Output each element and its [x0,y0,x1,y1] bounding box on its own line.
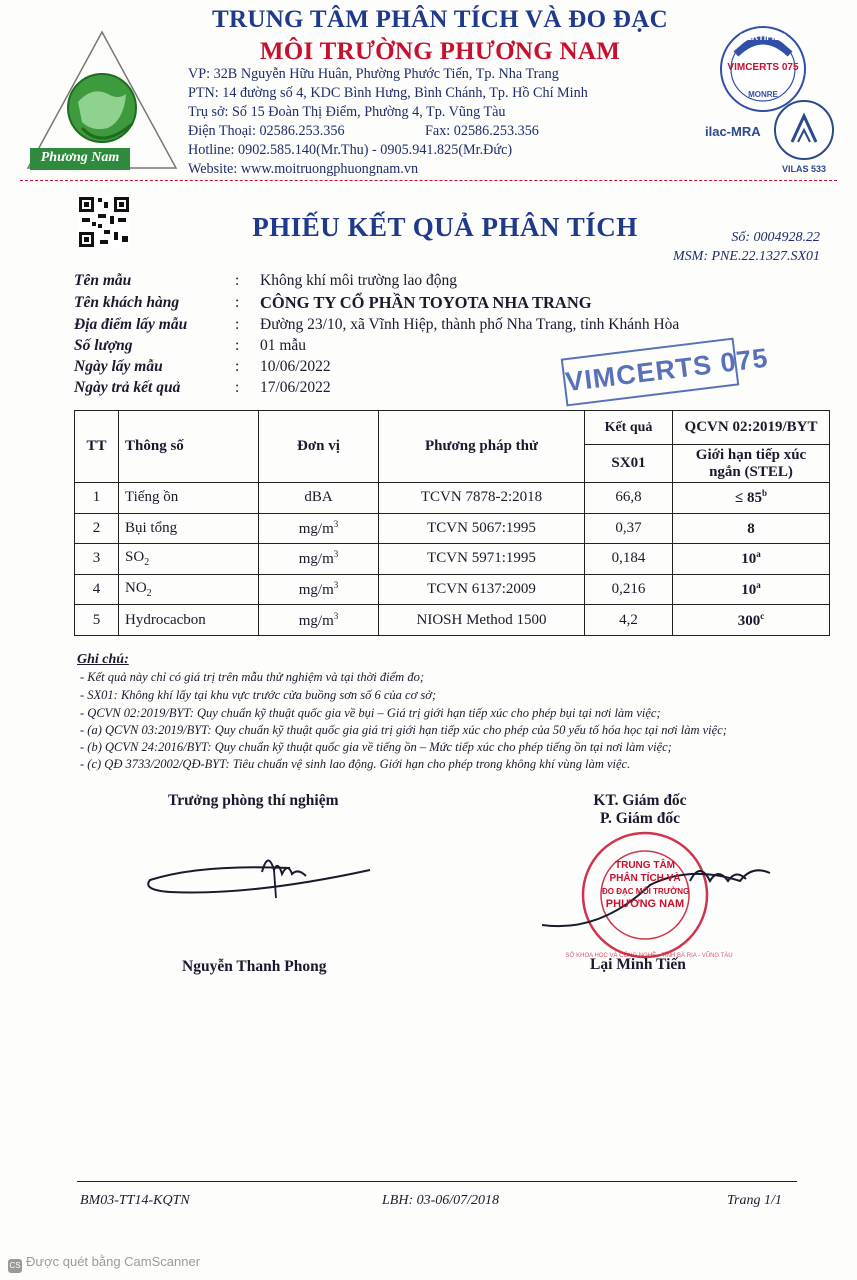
info-colon: : [235,358,240,375]
cell-method: NIOSH Method 1500 [379,605,585,636]
camscanner-watermark [8,1254,200,1273]
info-key-location: Địa điểm lấy mẫu [74,316,188,333]
director-seal-and-signature [540,825,780,965]
cell-parameter: Bụi tổng [119,513,259,544]
cell-tt: 3 [75,544,119,575]
seal-line: PHÂN TÍCH VÀ [609,873,681,884]
vimcerts-stamp [553,328,771,412]
header-standard: QCVN 02:2019/BYT [673,411,830,445]
cell-parameter [119,574,259,605]
company-logo [22,28,182,178]
results-table [74,410,830,636]
note-item: - (b) QCVN 24:2016/BYT: Quy chuẩn kỹ thuật quốc gia về tiếng ồn – Mức tiếp xúc cho phép tiếng ồn tại nơi làm việc; [80,740,672,754]
info-value-result-date: 17/06/2022 [260,379,331,396]
unit-exponent: 3 [333,580,339,591]
logo-text: Phương Nam [40,150,120,165]
header-unit: Đơn vị [259,411,379,483]
seal-line: PHƯƠNG NAM [605,898,685,910]
unit-text: mg/m [298,551,334,568]
cell-unit [259,605,379,636]
info-value-customer: CÔNG TY CỔ PHẦN TOYOTA NHA TRANG [260,293,592,312]
header-sample-sx01: SX01 [585,445,673,483]
limit-ref: a [756,580,761,591]
unit-text: mg/m [298,612,334,629]
vilas-badge [772,98,836,178]
header-divider [20,180,837,181]
header-tt: TT [75,411,119,483]
param-subscript: 2 [146,588,152,600]
cell-result: 66,8 [585,483,673,514]
info-colon: : [235,272,240,289]
cert-monre-label: MONRE [748,90,778,99]
limit-value: 300 [737,612,761,629]
limit-value: ≤ 85 [735,490,762,507]
vilas-label: VILAS 533 [781,164,827,174]
cell-limit [673,574,830,605]
note-item: - (a) QCVN 03:2019/BYT: Quy chuẩn kỹ thuật quốc gia giá trị giới hạn tiếp xúc cho phép của 50 yếu tố hóa học tại nơi làm việc; [80,723,727,737]
director-name: Lại Minh Tiến [590,956,686,973]
info-colon: : [235,379,240,396]
lab-head-name: Nguyễn Thanh Phong [182,958,327,975]
cell-tt: 4 [75,574,119,605]
phone-number: Điện Thoại: 02586.253.356 [188,123,345,139]
note-item: - SX01: Không khí lấy tại khu vực trước cửa buồng sơn số 6 của cơ sở; [80,688,437,702]
camscanner-icon: CS [8,1259,22,1273]
cell-limit [673,544,830,575]
sample-code: MSM: PNE.22.1327.SX01 [673,249,820,264]
info-key-result-date: Ngày trả kết quả [74,379,181,396]
cell-result: 0,184 [585,544,673,575]
info-value-location: Đường 23/10, xã Vĩnh Hiệp, thành phố Nha Trang, tỉnh Khánh Hòa [260,316,680,333]
info-value-sample-name: Không khí môi trường lao động [260,272,457,289]
document-number: Số: 0004928.22 [731,230,820,245]
unit-exponent: 3 [333,518,339,529]
info-value-sampling-date: 10/06/2022 [260,358,331,375]
cell-result: 0,37 [585,513,673,544]
table-row [75,513,830,544]
cell-unit [259,544,379,575]
header-stel: Giới hạn tiếp xúc ngắn (STEL) [673,445,830,483]
cell-tt: 5 [75,605,119,636]
stamp-text: VIMCERTS 075 [561,338,740,407]
cell-unit [259,513,379,544]
cell-result: 4,2 [585,605,673,636]
header-method: Phương pháp thử [379,411,585,483]
info-key-customer: Tên khách hàng [74,294,180,311]
head-office-address: Trụ sở: Số 15 Đoàn Thị Điểm, Phường 4, Tp. Vũng Tàu [188,104,506,120]
org-name-line2: MÔI TRƯỜNG PHƯƠNG NAM [259,38,621,65]
deputy-director-title: P. Giám đốc [600,810,680,827]
notes-heading: Ghi chú: [77,652,129,667]
note-item: - (c) QĐ 3733/2002/QĐ-BYT: Tiêu chuẩn vệ sinh lao động. Giới hạn cho phép trong không khí vùng làm việc. [80,757,631,771]
unit-text: mg/m [298,520,334,537]
table-row [75,605,830,636]
info-colon: : [235,316,240,333]
org-name-line1: TRUNG TÂM PHÂN TÍCH VÀ ĐO ĐẠC [212,6,668,33]
limit-ref: a [756,549,761,560]
cell-method: TCVN 7878-2:2018 [379,483,585,514]
ilac-mra-badge [705,110,770,150]
cell-parameter: Hydrocacbon [119,605,259,636]
cell-parameter: Tiếng ồn [119,483,259,514]
table-row [75,574,830,605]
param-subscript: 2 [144,557,150,569]
fax-number: Fax: 02586.253.356 [425,123,539,139]
header-result: Kết quả [585,411,673,445]
cell-result: 0,216 [585,574,673,605]
lab-address: PTN: 14 đường số 4, KDC Bình Hưng, Bình Chánh, Tp. Hồ Chí Minh [188,85,588,101]
info-key-sampling-date: Ngày lấy mẫu [74,358,163,375]
camscanner-text: Được quét bằng CamScanner [26,1254,201,1269]
page-number: Trang 1/1 [727,1193,782,1208]
cell-limit [673,513,830,544]
hotline: Hotline: 0902.585.140(Mr.Thu) - 0905.941.825(Mr.Đức) [188,142,513,158]
lab-head-title: Trưởng phòng thí nghiệm [168,792,339,809]
qr-code [78,196,130,248]
cell-tt: 1 [75,483,119,514]
limit-value: 10 [741,551,757,568]
cell-method: TCVN 5971:1995 [379,544,585,575]
footer-divider [77,1181,797,1182]
cert-vimcerts-label: VIMCERTS 075 [727,62,799,73]
director-title: KT. Giám đốc [593,792,687,809]
ilac-label: ilac-MRA [705,124,761,139]
cell-method: TCVN 6137:2009 [379,574,585,605]
unit-exponent: 3 [333,610,339,621]
header-parameter: Thông số [119,411,259,483]
limit-ref: c [760,610,765,621]
cell-tt: 2 [75,513,119,544]
seal-ring-text: SỞ KHOA HỌC VÀ CÔNG NGHỆ · TỈNH BÀ RỊA - VŨNG TÀU [565,953,733,959]
issue-info: LBH: 03-06/07/2018 [382,1193,500,1208]
info-key-quantity: Số lượng [74,337,133,354]
limit-ref: b [761,488,767,499]
seal-line: TRUNG TÂM [615,860,675,871]
info-colon: : [235,337,240,354]
note-item: - QCVN 02:2019/BYT: Quy chuẩn kỹ thuật quốc gia về bụi – Giá trị giới hạn tiếp xúc cho phép bụi tại nơi làm việc; [80,706,661,720]
cell-unit [259,574,379,605]
cell-limit [673,483,830,514]
table-row [75,544,830,575]
unit-text: mg/m [298,582,334,599]
cell-parameter [119,544,259,575]
cell-method: TCVN 5067:1995 [379,513,585,544]
form-code: BM03-TT14-KQTN [80,1193,190,1208]
unit-exponent: 3 [333,549,339,560]
limit-value: 8 [747,520,755,537]
document-title: PHIẾU KẾT QUẢ PHÂN TÍCH [252,212,638,242]
info-value-quantity: 01 mẫu [260,337,307,354]
param-text: SO [125,549,145,566]
param-text: NO [125,580,147,597]
table-row [75,483,830,514]
info-colon: : [235,294,240,311]
cert-certified-label: CERTIFIED [739,32,787,42]
cell-limit [673,605,830,636]
info-key-sample-name: Tên mẫu [74,272,132,289]
note-item: - Kết quả này chỉ có giá trị trên mẫu thử nghiệm và tại thời điểm đo; [80,670,424,684]
limit-value: 10 [741,582,757,599]
lab-head-signature [140,840,380,920]
seal-line: ĐO ĐẠC MÔI TRƯỜNG [602,887,690,896]
website: Website: www.moitruongphuongnam.vn [188,161,419,177]
office-address: VP: 32B Nguyễn Hữu Huân, Phường Phước Tiến, Tp. Nha Trang [188,66,559,82]
cell-unit: dBA [259,483,379,514]
